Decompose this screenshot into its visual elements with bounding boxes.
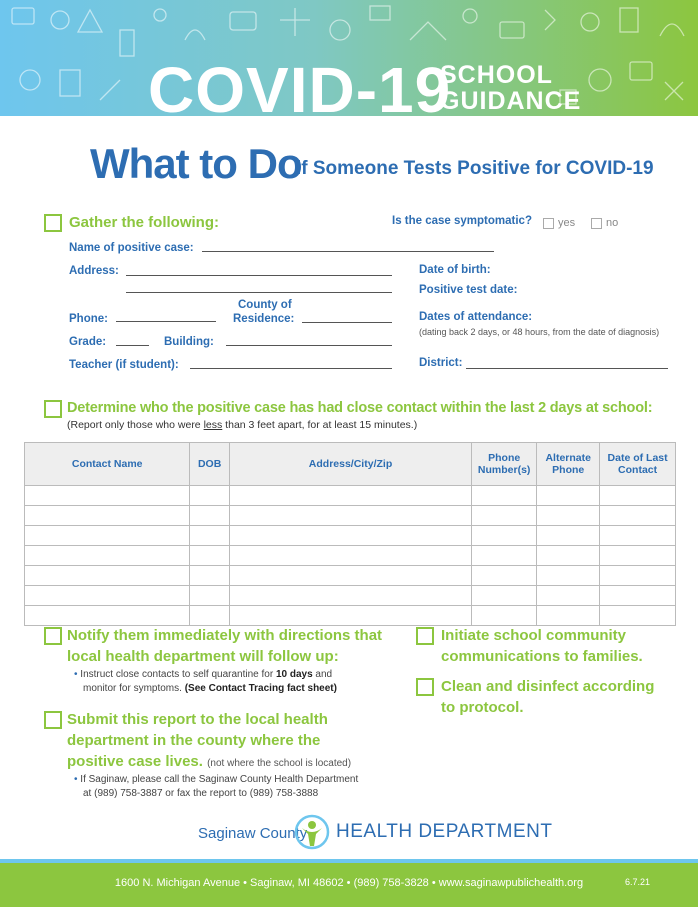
table-cell[interactable] bbox=[190, 566, 229, 586]
table-cell[interactable] bbox=[229, 586, 471, 606]
submit-heading-line1: Submit this report to the local health bbox=[67, 711, 328, 728]
submit-heading-line2: department in the county where the bbox=[67, 732, 321, 749]
phone-field[interactable] bbox=[116, 321, 216, 322]
submit-bullet bbox=[74, 773, 358, 801]
teacher-label: Teacher (if student): bbox=[69, 359, 179, 371]
table-cell[interactable] bbox=[537, 526, 600, 546]
name-label: Name of positive case: bbox=[69, 242, 194, 254]
clean-heading-line1: Clean and disinfect according bbox=[441, 678, 655, 695]
column-header: Contact Name bbox=[25, 443, 190, 486]
clean-checkbox[interactable] bbox=[416, 678, 434, 696]
notify-bullet-bold: 10 days bbox=[275, 669, 313, 680]
name-field[interactable] bbox=[202, 251, 494, 252]
notify-heading-line2: local health department will follow up: bbox=[67, 648, 339, 665]
table-cell[interactable] bbox=[537, 486, 600, 506]
bullet-icon: • bbox=[74, 774, 78, 785]
table-cell[interactable] bbox=[537, 546, 600, 566]
table-cell[interactable] bbox=[472, 486, 537, 506]
initiate-heading bbox=[441, 625, 643, 667]
table-cell[interactable] bbox=[472, 526, 537, 546]
logo-county-text: Saginaw County bbox=[198, 825, 308, 842]
table-cell[interactable] bbox=[472, 586, 537, 606]
footer-bar bbox=[0, 859, 698, 907]
bullet-icon: • bbox=[74, 669, 78, 680]
table-cell[interactable] bbox=[229, 526, 471, 546]
district-field[interactable] bbox=[466, 368, 668, 369]
table-cell[interactable] bbox=[600, 606, 676, 626]
symptomatic-label: Is the case symptomatic? bbox=[392, 215, 532, 227]
page-subtitle: if Someone Tests Positive for COVID-19 bbox=[296, 158, 654, 179]
table-row bbox=[25, 566, 676, 586]
table-cell[interactable] bbox=[25, 546, 190, 566]
county-label-line1: County of bbox=[238, 299, 292, 311]
submit-heading-line3: positive case lives. bbox=[67, 753, 203, 770]
table-cell[interactable] bbox=[600, 526, 676, 546]
attendance-label: Dates of attendance: bbox=[419, 311, 533, 323]
submit-checkbox[interactable] bbox=[44, 711, 62, 729]
contacts-checkbox[interactable] bbox=[44, 400, 62, 418]
no-label: no bbox=[606, 217, 619, 229]
table-row bbox=[25, 526, 676, 546]
table-cell[interactable] bbox=[472, 506, 537, 526]
table-cell[interactable] bbox=[537, 606, 600, 626]
building-label: Building: bbox=[164, 336, 214, 348]
table-cell[interactable] bbox=[600, 586, 676, 606]
notify-bullet-pre: Instruct close contacts to self quarantine for bbox=[80, 669, 276, 680]
table-cell[interactable] bbox=[25, 606, 190, 626]
contacts-heading: Determine who the positive case has had close contact within the last 2 days at school: bbox=[67, 400, 653, 416]
positive-test-label: Positive test date: bbox=[419, 284, 518, 296]
table-cell[interactable] bbox=[190, 506, 229, 526]
table-cell[interactable] bbox=[25, 526, 190, 546]
address-label: Address: bbox=[69, 265, 119, 277]
column-header: Alternate Phone bbox=[537, 443, 600, 486]
banner-subtitle bbox=[440, 62, 581, 114]
submit-heading-note: (not where the school is located) bbox=[207, 758, 352, 769]
table-cell[interactable] bbox=[229, 566, 471, 586]
table-cell[interactable] bbox=[229, 506, 471, 526]
grade-field[interactable] bbox=[116, 345, 149, 346]
dob-label: Date of birth: bbox=[419, 264, 491, 276]
footer-address: 1600 N. Michigan Avenue • Saginaw, MI 48602 • (989) 758-3828 • www.saginawpublichealth.org bbox=[114, 877, 584, 889]
submit-heading bbox=[67, 709, 351, 774]
health-person-logo-icon bbox=[294, 814, 330, 850]
table-cell[interactable] bbox=[472, 606, 537, 626]
notify-bullet-post: and bbox=[312, 669, 333, 680]
table-cell[interactable] bbox=[25, 566, 190, 586]
address-field-line2[interactable] bbox=[126, 292, 392, 293]
gather-heading: Gather the following: bbox=[69, 214, 219, 231]
table-cell[interactable] bbox=[190, 546, 229, 566]
attendance-note: (dating back 2 days, or 48 hours, from the date of diagnosis) bbox=[419, 327, 660, 337]
banner-subtitle-line2: GUIDANCE bbox=[440, 87, 582, 115]
table-cell[interactable] bbox=[537, 586, 600, 606]
clean-heading-line2: to protocol. bbox=[441, 699, 524, 716]
submit-bullet-line1: If Saginaw, please call the Saginaw County Health Department bbox=[80, 774, 359, 785]
teacher-field[interactable] bbox=[190, 368, 392, 369]
table-cell[interactable] bbox=[600, 506, 676, 526]
initiate-heading-line1: Initiate school community bbox=[441, 627, 627, 644]
notify-bullet-line2: monitor for symptoms. bbox=[83, 683, 185, 694]
initiate-checkbox[interactable] bbox=[416, 627, 434, 645]
table-row bbox=[25, 506, 676, 526]
banner-subtitle-line1: SCHOOL bbox=[440, 61, 553, 89]
logo-health-text: HEALTH DEPARTMENT bbox=[336, 821, 553, 842]
table-cell[interactable] bbox=[25, 586, 190, 606]
column-header: DOB bbox=[190, 443, 229, 486]
contacts-note-before: (Report only those who were bbox=[67, 419, 204, 431]
initiate-heading-line2: communications to families. bbox=[441, 648, 643, 665]
page-title: What to Do bbox=[90, 140, 302, 187]
header-banner bbox=[0, 0, 698, 116]
notify-heading-line1: Notify them immediately with directions that bbox=[67, 627, 383, 644]
contacts-note-underline: less bbox=[203, 419, 223, 431]
gather-checkbox[interactable] bbox=[44, 214, 62, 232]
contacts-table bbox=[24, 442, 676, 626]
county-field[interactable] bbox=[302, 322, 392, 323]
contacts-note bbox=[67, 419, 417, 431]
column-header: Date of Last Contact bbox=[600, 443, 676, 486]
table-cell[interactable] bbox=[190, 606, 229, 626]
table-cell[interactable] bbox=[600, 546, 676, 566]
table-row bbox=[25, 606, 676, 626]
notify-bullet bbox=[74, 668, 337, 696]
table-cell[interactable] bbox=[472, 546, 537, 566]
table-cell[interactable] bbox=[190, 486, 229, 506]
table-cell[interactable] bbox=[190, 526, 229, 546]
address-field-line1[interactable] bbox=[126, 275, 392, 276]
district-label: District: bbox=[419, 357, 463, 369]
contacts-table-body bbox=[25, 486, 676, 626]
table-cell[interactable] bbox=[25, 486, 190, 506]
table-header-row bbox=[25, 443, 676, 486]
submit-bullet-line2: at (989) 758-3887 or fax the report to (989) 758-3888 bbox=[83, 788, 319, 799]
table-cell[interactable] bbox=[600, 486, 676, 506]
notify-bullet-line2-bold: (See Contact Tracing fact sheet) bbox=[184, 683, 337, 694]
table-row bbox=[25, 586, 676, 606]
table-row bbox=[25, 486, 676, 506]
notify-heading bbox=[67, 625, 382, 667]
table-cell[interactable] bbox=[600, 566, 676, 586]
phone-label: Phone: bbox=[69, 313, 108, 325]
table-row bbox=[25, 546, 676, 566]
clean-heading bbox=[441, 676, 654, 718]
table-cell[interactable] bbox=[229, 546, 471, 566]
table-cell[interactable] bbox=[190, 586, 229, 606]
column-header: Phone Number(s) bbox=[472, 443, 537, 486]
table-cell[interactable] bbox=[25, 506, 190, 526]
table-cell[interactable] bbox=[229, 486, 471, 506]
table-cell[interactable] bbox=[537, 566, 600, 586]
table-cell[interactable] bbox=[537, 506, 600, 526]
banner-title: COVID-19 bbox=[148, 54, 452, 116]
notify-checkbox[interactable] bbox=[44, 627, 62, 645]
table-cell[interactable] bbox=[229, 606, 471, 626]
yes-label: yes bbox=[558, 217, 576, 229]
county-label-line2: Residence: bbox=[233, 313, 295, 325]
column-header: Address/City/Zip bbox=[229, 443, 471, 486]
yes-checkbox[interactable] bbox=[543, 218, 554, 229]
table-cell[interactable] bbox=[472, 566, 537, 586]
building-field[interactable] bbox=[226, 345, 392, 346]
grade-label: Grade: bbox=[69, 336, 107, 348]
no-checkbox[interactable] bbox=[591, 218, 602, 229]
footer-date: 6.7.21 bbox=[624, 877, 650, 887]
contacts-note-after: than 3 feet apart, for at least 15 minutes.) bbox=[222, 419, 418, 431]
